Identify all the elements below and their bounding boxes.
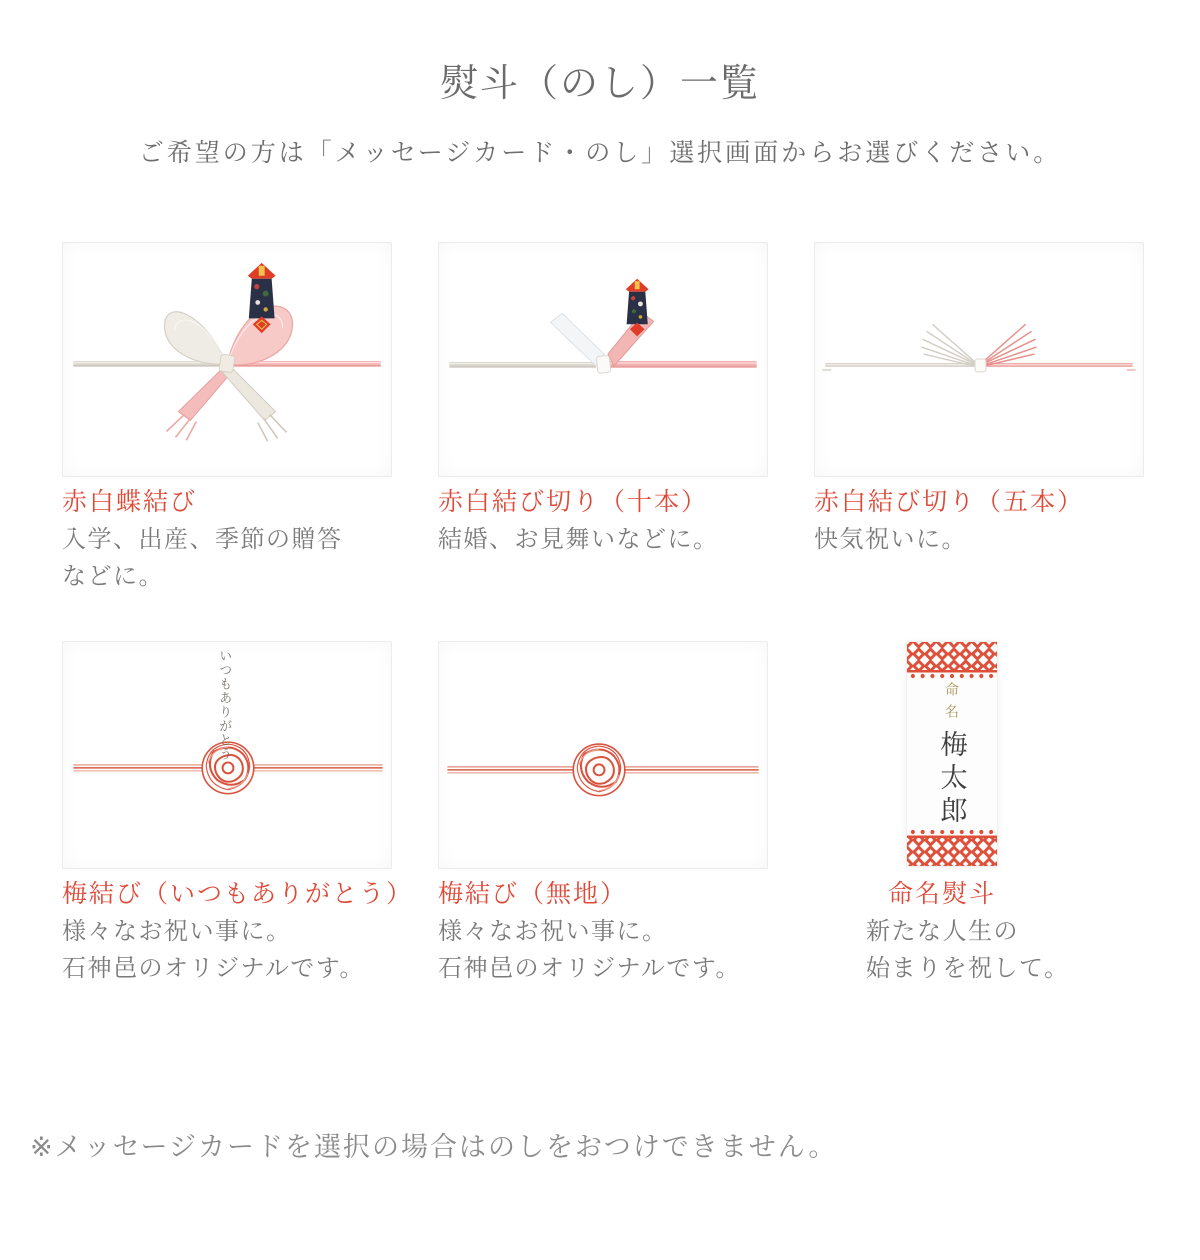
noshi-item-description — [814, 913, 1144, 987]
musubikiri-five-illustration — [815, 243, 1143, 476]
page-title: 熨斗（のし）一覧 — [439, 63, 760, 105]
desc-line: 結婚、お見舞いなどに。 — [438, 526, 719, 553]
noshi-grid-row2 — [0, 641, 1200, 987]
noshi-item-musubikiri-ten — [438, 242, 768, 558]
noshi-item-title: 命名熨斗 — [888, 880, 997, 908]
noshi-item-naming — [814, 641, 1144, 987]
desc-line: 様々なお祝い事に。 — [62, 918, 292, 945]
plum-knot-illustration — [439, 642, 767, 868]
desc-line: 新たな人生の — [866, 918, 1019, 945]
noshi-item-title: 赤白結び切り（十本） — [438, 488, 709, 516]
desc-line: 石神邑のオリジナルです。 — [62, 955, 365, 982]
naming-heading-text: 命名 — [944, 682, 960, 726]
musubikiri-five-envelope-image — [814, 242, 1144, 477]
naming-strip-card — [906, 641, 998, 867]
center-knot — [596, 355, 611, 373]
plum-thankyou-envelope-image — [62, 641, 392, 869]
baby-name-text: 梅太郎 — [936, 730, 967, 829]
musubikiri-ten-envelope-image — [438, 242, 768, 477]
musubikiri-ten-illustration — [439, 243, 767, 476]
lattice-pattern-band-bottom — [907, 828, 997, 866]
center-knot — [975, 359, 986, 372]
lattice-pattern-band-top — [907, 642, 997, 680]
page-subtitle: ご希望の方は「メッセージカード・のし」選択画面からお選びください。 — [138, 139, 1062, 167]
noshi-grid-row1 — [0, 242, 1200, 595]
desc-line: 様々なお祝い事に。 — [438, 918, 668, 945]
desc-line: 入学、出産、季節の贈答 — [62, 526, 343, 553]
noshi-item-description — [62, 521, 392, 595]
desc-line: 始まりを祝して。 — [866, 955, 1070, 982]
desc-line: 快気祝いに。 — [814, 526, 967, 553]
noshi-item-description — [62, 913, 392, 987]
noshi-item-title: 梅結び（いつもありがとう） — [62, 880, 414, 908]
desc-line: などに。 — [62, 563, 164, 590]
plum-knot — [573, 744, 625, 796]
noshi-item-description — [438, 913, 768, 987]
noshi-item-butterfly — [62, 242, 392, 595]
noshi-item-plum-plain — [438, 641, 768, 987]
noshi-item-title: 梅結び（無地） — [438, 880, 628, 908]
desc-line: 石神邑のオリジナルです。 — [438, 955, 741, 982]
noshi-item-title: 赤白結び切り（五本） — [814, 488, 1085, 516]
butterfly-knot-envelope-image — [62, 242, 392, 477]
plum-plain-envelope-image — [438, 641, 768, 869]
footnote: ※メッセージカードを選択の場合はのしをおつけできません。 — [30, 1132, 838, 1162]
noshi-item-plum-thankyou — [62, 641, 414, 987]
bow-tails — [167, 366, 287, 441]
noshi-item-description — [814, 521, 1144, 558]
noshi-item-musubikiri-five — [814, 242, 1144, 558]
bow-knot — [219, 354, 235, 373]
handwritten-message-text: いつもありがとう — [217, 649, 233, 761]
noshi-item-description — [438, 521, 768, 558]
noshi-item-title: 赤白蝶結び — [62, 488, 198, 516]
naming-noshi-image — [814, 641, 1144, 869]
butterfly-knot-illustration — [63, 243, 391, 476]
